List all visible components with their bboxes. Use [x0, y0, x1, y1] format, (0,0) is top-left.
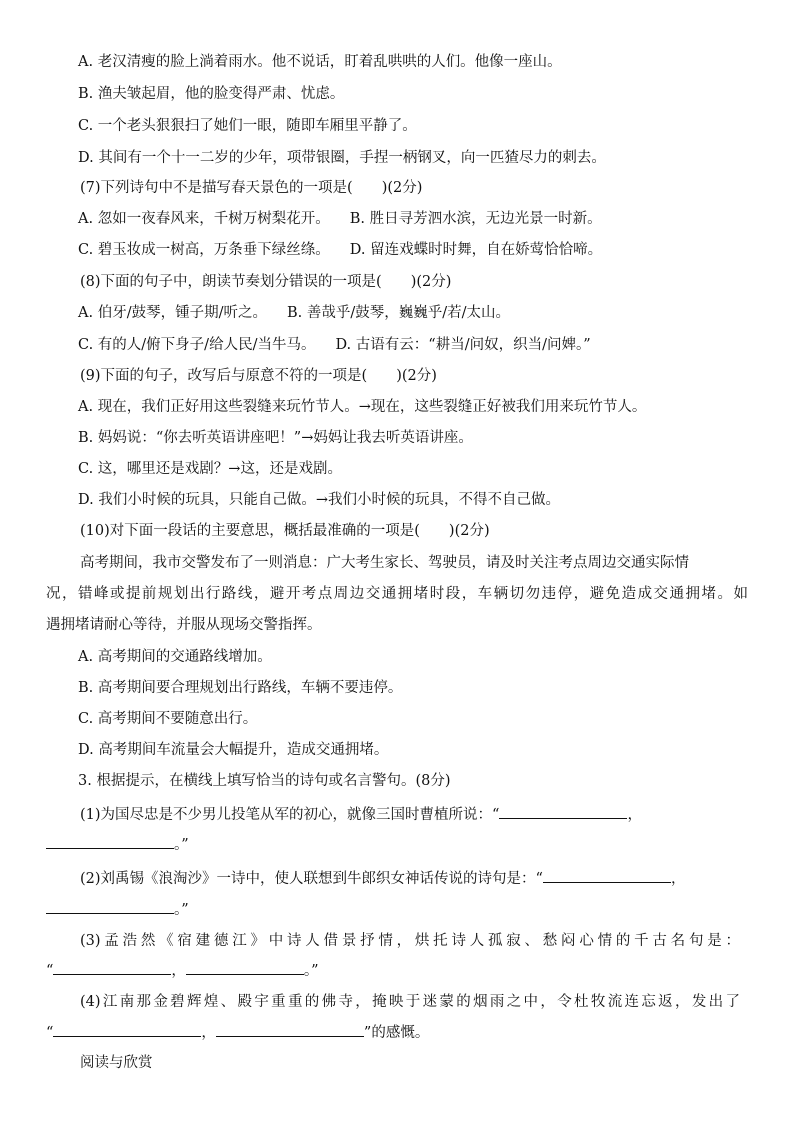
- q9-stem: (9)下面的句子，改写后与原意不符的一项是( )(2分): [80, 368, 437, 384]
- fill-4-open-quote: “: [46, 1025, 54, 1041]
- q8-options-cd: [78, 335, 748, 355]
- q9-option-b: B. 妈妈说：“你去听英语讲座吧！”→妈妈让我去听英语讲座。: [78, 430, 473, 446]
- fill-4-line-2: [46, 1022, 748, 1043]
- fill-2-line-1: [80, 868, 750, 889]
- q8-option-b: B. 善哉乎/鼓琴，巍巍乎/若/太山。: [286, 305, 510, 321]
- fill-1-blank-b[interactable]: [46, 834, 174, 849]
- fill-3-comma: ，: [171, 963, 186, 979]
- fill-3-blank-a[interactable]: [53, 960, 171, 975]
- fill-2-line-2: [46, 899, 748, 920]
- fill-4-blank-a[interactable]: [53, 1022, 201, 1037]
- fill-3-ending: 。”: [303, 963, 319, 979]
- q7-options-cd: [78, 240, 748, 260]
- fill-2-comma: ，: [670, 871, 686, 887]
- q10-passage-line-1: 高考期间，我市交警发布了一则消息：广大考生家长、驾驶员，请及时关注考点周边交通实际情: [80, 555, 689, 571]
- fill-2-blank-b[interactable]: [46, 899, 174, 914]
- reading-section-heading: 阅读与欣赏: [80, 1055, 153, 1071]
- q10-passage-line-2: 况，错峰或提前规划出行路线，避开考点周边交通拥堵时段，车辆切勿违停，避免造成交通拥堵。如: [46, 586, 748, 602]
- fill-3-open-quote: “: [46, 963, 54, 979]
- fill-2-ending: 。”: [174, 902, 189, 918]
- fill-3-blank-b[interactable]: [186, 960, 304, 975]
- q7-option-d: D. 留连戏蝶时时舞，自在娇莺恰恰啼。: [349, 242, 603, 258]
- q9-option-d: D. 我们小时候的玩具，只能自己做。→我们小时候的玩具，不得不自己做。: [78, 492, 560, 508]
- fill-2-prompt: (2)刘禹锡《浪淘沙》一诗中，使人联想到牛郎织女神话传说的诗句是：“: [80, 871, 543, 887]
- fill-4-blank-b[interactable]: [216, 1022, 364, 1037]
- fill-3-line-2: [46, 960, 748, 981]
- q9-option-a: A. 现在，我们正好用这些裂缝来玩竹节人。→现在，这些裂缝正好被我们用来玩竹节人。: [78, 399, 647, 415]
- q10-passage-line-3: 遇拥堵请耐心等待，并服从现场交警指挥。: [46, 617, 322, 633]
- q10-option-d: D. 高考期间车流量会大幅提升，造成交通拥堵。: [78, 742, 389, 758]
- fill-1-comma: ，: [627, 807, 642, 823]
- q8-options-ab: [78, 303, 748, 323]
- fill-1-ending: 。”: [174, 837, 189, 853]
- q7-option-a: A. 忽如一夜春风来，千树万树梨花开。: [78, 211, 330, 227]
- q10-option-b: B. 高考期间要合理规划出行路线，车辆不要违停。: [78, 680, 403, 696]
- fill-1-blank-a[interactable]: [499, 804, 627, 819]
- q9-option-c: C. 这，哪里还是戏剧？→这，还是戏剧。: [78, 461, 342, 477]
- q7-stem: (7)下列诗句中不是描写春天景色的一项是( )(2分): [80, 180, 423, 196]
- fill-1-prompt: (1)为国尽忠是不少男儿投笔从军的初心，就像三国时曹植所说：“: [80, 807, 500, 823]
- q8-option-d: D. 古语有云：“耕当/问奴，织当/问婢。”: [335, 337, 591, 353]
- fill-1-line-1: [80, 804, 750, 825]
- q6-option-b: B. 渔夫皱起眉，他的脸变得严肃、忧虑。: [78, 86, 345, 102]
- q8-option-a: A. 伯牙/鼓琴，锺子期/听之。: [78, 305, 267, 321]
- q6-option-a: A. 老汉清瘦的脸上淌着雨水。他不说话，盯着乱哄哄的人们。他像一座山。: [78, 54, 562, 70]
- fill-4-prompt: (4)江南那金碧辉煌、殿宇重重的佛寺，掩映于迷蒙的烟雨之中，令杜牧流连忘返，发出了: [80, 994, 740, 1010]
- q6-option-c: C. 一个老头狠狠扫了她们一眼，随即车厢里平静了。: [78, 118, 417, 134]
- q6-option-d: D. 其间有一个十一二岁的少年，项带银圈，手捏一柄钢叉，向一匹猹尽力的刺去。: [78, 150, 606, 166]
- fill-4-comma: ，: [201, 1025, 216, 1041]
- q10-option-c: C. 高考期间不要随意出行。: [78, 711, 258, 727]
- q8-stem: (8)下面的句子中，朗读节奏划分错误的一项是( )(2分): [80, 274, 452, 290]
- q10-stem: (10)对下面一段话的主要意思，概括最准确的一项是( )(2分): [80, 523, 490, 539]
- q7-options-ab: [78, 209, 748, 229]
- fill-1-line-2: [46, 834, 748, 855]
- q7-option-b: B. 胜日寻芳泗水滨，无边光景一时新。: [349, 211, 602, 227]
- fill-2-blank-a[interactable]: [543, 868, 671, 883]
- fill-4-ending: ”的感慨。: [363, 1025, 430, 1041]
- q8-option-c: C. 有的人/俯下身子/给人民/当牛马。: [78, 337, 316, 353]
- q10-option-a: A. 高考期间的交通路线增加。: [78, 649, 272, 665]
- q7-option-c: C. 碧玉妆成一树高，万条垂下绿丝绦。: [78, 242, 330, 258]
- section-3-heading: 3. 根据提示，在横线上填写恰当的诗句或名言警句。(8分): [78, 773, 451, 789]
- fill-3-prompt: (3)孟浩然《宿建德江》中诗人借景抒情，烘托诗人孤寂、愁闷心情的千古名句是：: [80, 933, 740, 949]
